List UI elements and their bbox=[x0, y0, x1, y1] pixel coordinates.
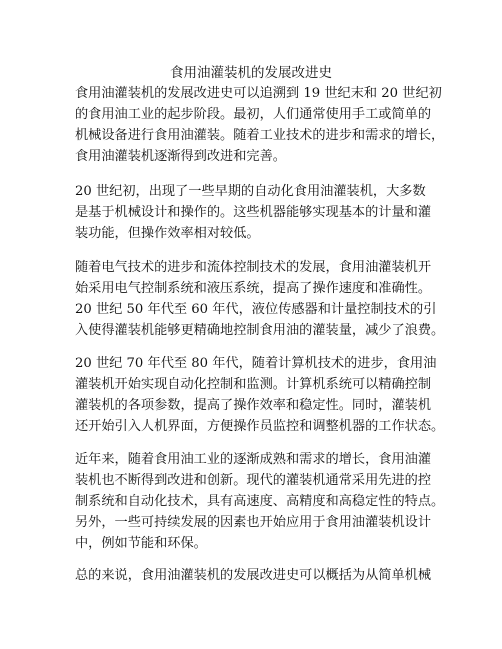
paragraph-2 bbox=[75, 181, 495, 244]
paragraph-5 bbox=[75, 449, 495, 554]
text-line: 随着电气技术的进步和流体控制技术的发展，食用油灌装机开 bbox=[75, 260, 432, 275]
text-line: 食用油灌装机逐渐得到改进和完善。 bbox=[75, 149, 286, 164]
paragraph-3 bbox=[75, 257, 495, 341]
text-line: 中，例如节能和环保。 bbox=[75, 536, 207, 551]
text-line: 近年来，随着食用油工业的逐渐成熟和需求的增长，食用油灌 bbox=[75, 452, 432, 467]
paragraph-4 bbox=[75, 353, 495, 437]
text-line: 20 世纪 70 年代至 80 年代，随着计算机技术的进步，食用油 bbox=[75, 356, 437, 371]
text-line: 制系统和自动化技术，具有高速度、高精度和高稳定性的特点。 bbox=[75, 494, 445, 509]
text-line: 的食用油工业的起步阶段。最初，人们通常使用手工或简单的 bbox=[75, 107, 432, 122]
text-line: 另外，一些可持续发展的因素也开始应用于食用油灌装机设计 bbox=[75, 515, 432, 530]
text-line: 还开始引入人机界面，方便操作员监控和调整机器的工作状态。 bbox=[75, 419, 445, 434]
text-line: 装机也不断得到改进和创新。现代的灌装机通常采用先进的控 bbox=[75, 473, 432, 488]
text-line: 始采用电气控制系统和液压系统，提高了操作速度和准确性。 bbox=[75, 281, 432, 296]
paragraph-6 bbox=[75, 565, 495, 586]
text-line: 20 世纪 50 年代至 60 年代，液位传感器和计量控制技术的引 bbox=[75, 302, 437, 317]
text-line: 灌装机开始实现自动化控制和监测。计算机系统可以精确控制 bbox=[75, 377, 432, 392]
paragraph-1 bbox=[75, 83, 495, 167]
text-line: 食用油灌装机的发展改进史可以追溯到 19 世纪末和 20 世纪初 bbox=[75, 86, 442, 101]
text-line: 总的来说，食用油灌装机的发展改进史可以概括为从简单机械 bbox=[75, 568, 432, 583]
text-line: 20 世纪初，出现了一些早期的自动化食用油灌装机，大多数 bbox=[75, 184, 426, 199]
text-line: 入使得灌装机能够更精确地控制食用油的灌装量，减少了浪费。 bbox=[75, 323, 445, 338]
text-line: 装功能，但操作效率相对较低。 bbox=[75, 226, 260, 241]
text-line: 是基于机械设计和操作的。这些机器能够实现基本的计量和灌 bbox=[75, 205, 432, 220]
document-title: 食用油灌装机的发展改进史 bbox=[170, 65, 332, 81]
text-line: 灌装机的各项参数，提高了操作效率和稳定性。同时，灌装机 bbox=[75, 398, 432, 413]
text-line: 机械设备进行食用油灌装。随着工业技术的进步和需求的增长， bbox=[75, 128, 445, 143]
